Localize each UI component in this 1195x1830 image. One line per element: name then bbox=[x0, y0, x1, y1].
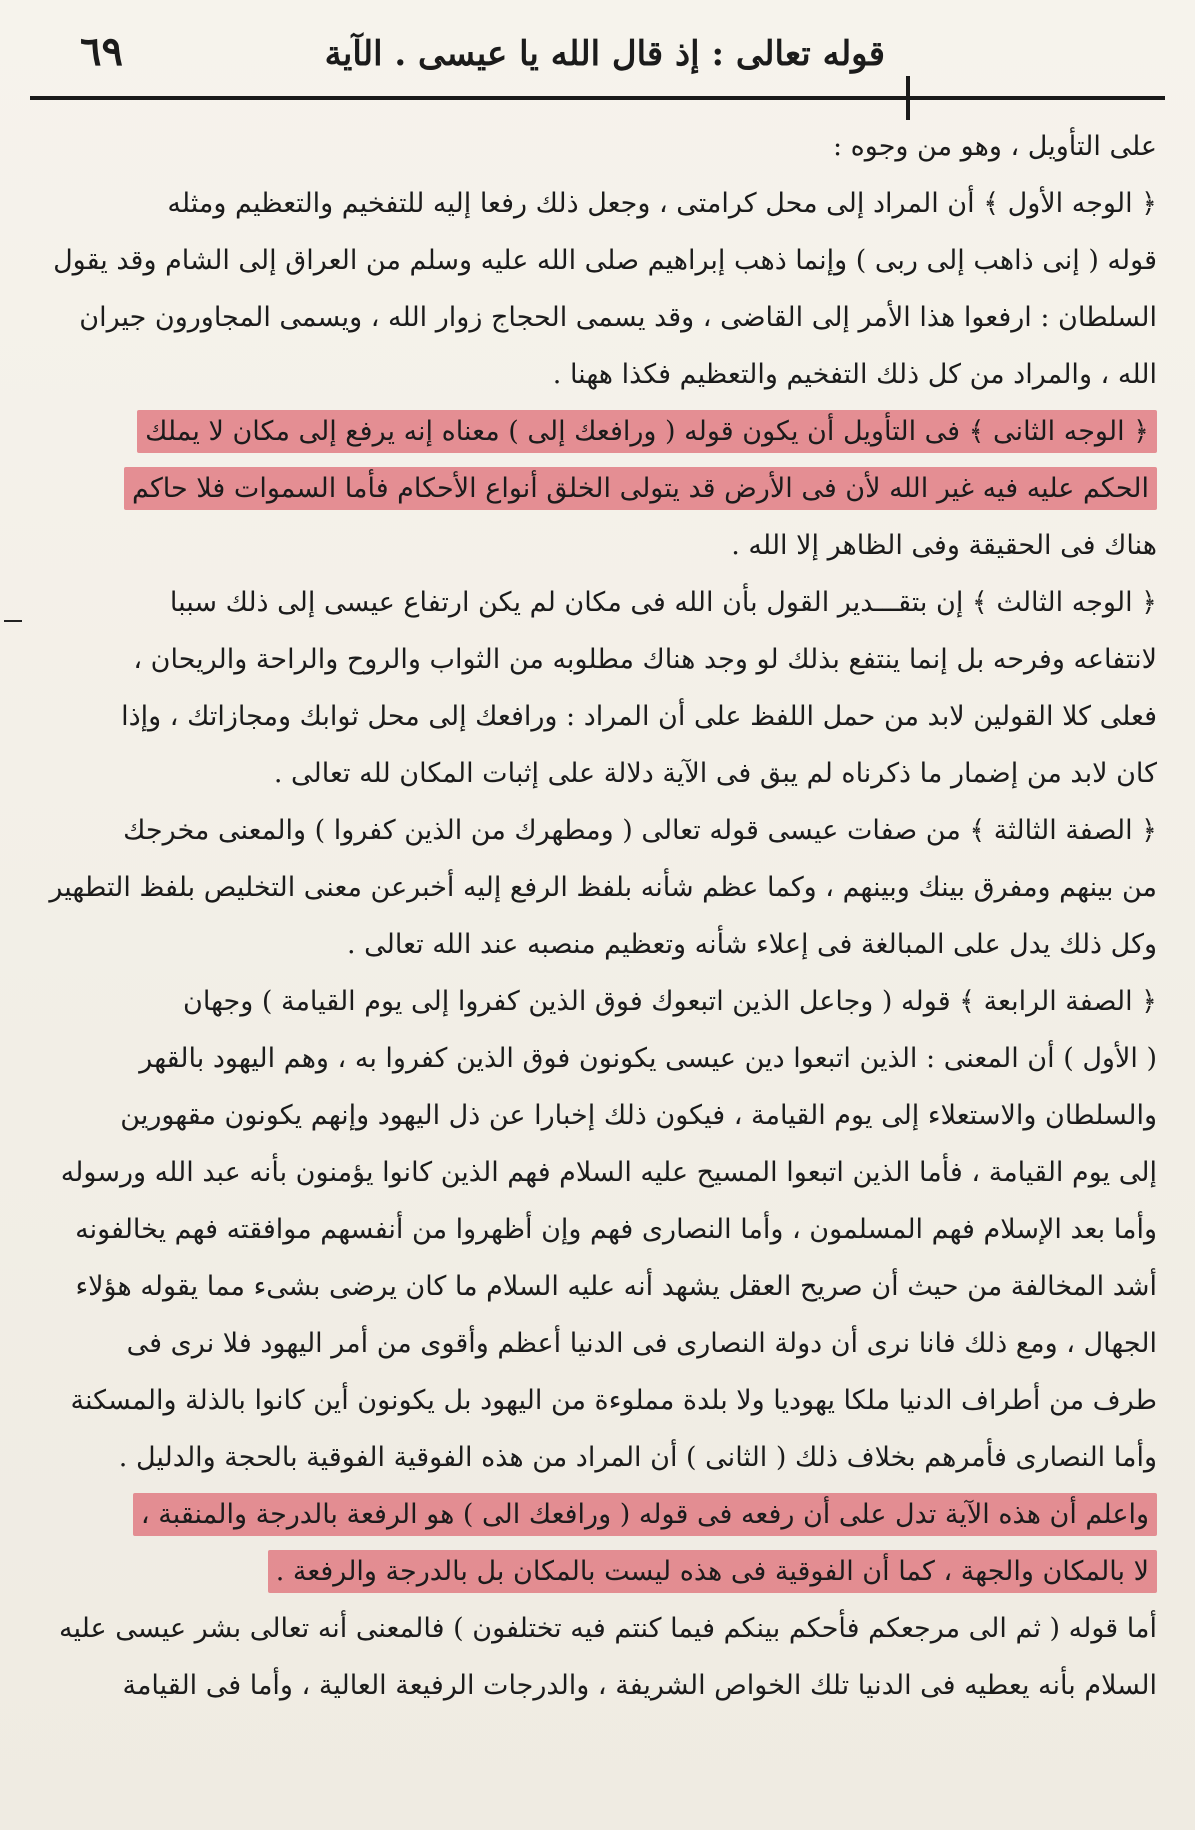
text-line: الجهال ، ومع ذلك فانا نرى أن دولة النصارى فى الدنيا أعظم وأقوى من أمر اليهود فلا نرى فى bbox=[126, 1328, 1157, 1359]
text-line: طرف من أطراف الدنيا ملكا يهوديا ولا بلدة مملوءة من اليهود بل يكونون أين كانوا بالذلة والمسكنة bbox=[70, 1385, 1157, 1416]
page-header bbox=[30, 20, 1165, 90]
highlighted-text-line: ﴿ الوجه الثانى ﴾ فى التأويل أن يكون قوله ( ورافعك إلى ) معناه إنه يرفع إلى مكان لا يملك bbox=[137, 410, 1157, 453]
text-line bbox=[30, 403, 1165, 460]
text-line: فعلى كلا القولين لابد من حمل اللفظ على أن المراد : ورافعك إلى محل ثوابك ومجازاتك ، وإذا bbox=[121, 701, 1157, 732]
text-line: والسلطان والاستعلاء إلى يوم القيامة ، فيكون ذلك إخبارا عن ذل اليهود وإنهم يكونون مقهورين bbox=[120, 1100, 1157, 1131]
text-line: السلام بأنه يعطيه فى الدنيا تلك الخواص الشريفة ، والدرجات الرفيعة العالية ، وأما فى القيامة bbox=[122, 1670, 1157, 1701]
text-line bbox=[30, 1486, 1165, 1543]
text-line: ﴿ الصفة الثالثة ﴾ من صفات عيسى قوله تعالى ( ومطهرك من الذين كفروا ) والمعنى مخرجك bbox=[123, 815, 1157, 846]
text-line: لانتفاعه وفرحه بل إنما ينتفع بذلك لو وجد هناك مطلوبه من الثواب والروح والراحة والريحان ، bbox=[133, 644, 1157, 675]
text-line: وأما النصارى فأمرهم بخلاف ذلك ( الثانى ) أن المراد من هذه الفوقية الفوقية بالحجة والدليل . bbox=[118, 1442, 1157, 1473]
highlighted-text-line: الحكم عليه فيه غير الله لأن فى الأرض قد يتولى الخلق أنواع الأحكام فأما السموات فلا حاكم bbox=[124, 467, 1157, 510]
text-line: كان لابد من إضمار ما ذكرناه لم يبق فى الآية دلالة على إثبات المكان لله تعالى . bbox=[273, 758, 1157, 789]
text-line: وكل ذلك يدل على المبالغة فى إعلاء شأنه وتعظيم منصبه عند الله تعالى . bbox=[346, 929, 1157, 960]
text-line: هناك فى الحقيقة وفى الظاهر إلا الله . bbox=[731, 530, 1157, 561]
text-line: الله ، والمراد من كل ذلك التفخيم والتعظيم فكذا ههنا . bbox=[552, 359, 1157, 390]
text-line: أشد المخالفة من حيث أن صريح العقل يشهد أنه عليه السلام ما كان يرضى بشىء مما يقوله هؤلاء bbox=[75, 1271, 1157, 1302]
text-line: إلى يوم القيامة ، فأما الذين اتبعوا المسيح عليه السلام فهم الذين كانوا يؤمنون بأنه عبد الله ورسوله bbox=[60, 1157, 1157, 1188]
text-line: ( الأول ) أن المعنى : الذين اتبعوا دين عيسى يكونون فوق الذين كفروا به ، وهم اليهود بالقهر bbox=[139, 1043, 1157, 1074]
text-line: أما قوله ( ثم الى مرجعكم فأحكم بينكم فيما كنتم فيه تختلفون ) فالمعنى أنه تعالى بشر عيسى عليه bbox=[58, 1613, 1157, 1644]
text-line bbox=[30, 460, 1165, 517]
page-number: ٦٩ bbox=[80, 28, 123, 75]
text-line: السلطان : ارفعوا هذا الأمر إلى القاضى ، وقد يسمى الحجاج زوار الله ، ويسمى المجاورون جيران bbox=[79, 302, 1157, 333]
text-line: من بينهم ومفرق بينك وبينهم ، وكما عظم شأنه بلفظ الرفع إليه أخبرعن معنى التخليص بلفظ التطهير bbox=[49, 872, 1157, 903]
text-line: ﴿ الوجه الثالث ﴾ إن بتقـــدير القول بأن الله فى مكان لم يكن ارتفاع عيسى إلى ذلك سببا bbox=[169, 587, 1157, 618]
highlighted-text-line: لا بالمكان والجهة ، كما أن الفوقية فى هذه ليست بالمكان بل بالدرجة والرفعة . bbox=[268, 1550, 1157, 1593]
margin-mark bbox=[4, 620, 22, 622]
header-tick-mark bbox=[906, 76, 910, 120]
text-line: وأما بعد الإسلام فهم المسلمون ، وأما النصارى فهم وإن أظهروا من أنفسهم موافقته فهم يخالفونه bbox=[75, 1214, 1157, 1245]
highlighted-text-line: واعلم أن هذه الآية تدل على أن رفعه فى قوله ( ورافعك الى ) هو الرفعة بالدرجة والمنقبة ، bbox=[133, 1493, 1157, 1536]
text-line: ﴿ الصفة الرابعة ﴾ قوله ( وجاعل الذين اتبعوك فوق الذين كفروا إلى يوم القيامة ) وجهان bbox=[183, 986, 1157, 1017]
text-line: ﴿ الوجه الأول ﴾ أن المراد إلى محل كرامتى ، وجعل ذلك رفعا إليه للتفخيم والتعظيم ومثله bbox=[167, 188, 1157, 219]
header-rule bbox=[30, 96, 1165, 100]
text-line: قوله ( إنى ذاهب إلى ربى ) وإنما ذهب إبراهيم صلى الله عليه وسلم من العراق إلى الشام وقد يقول bbox=[53, 245, 1157, 276]
text-line bbox=[30, 1543, 1165, 1600]
text-line: على التأويل ، وهو من وجوه : bbox=[832, 131, 1157, 162]
running-title: قوله تعالى : إذ قال الله يا عيسى . الآية bbox=[324, 34, 885, 74]
page-body bbox=[30, 118, 1165, 1714]
